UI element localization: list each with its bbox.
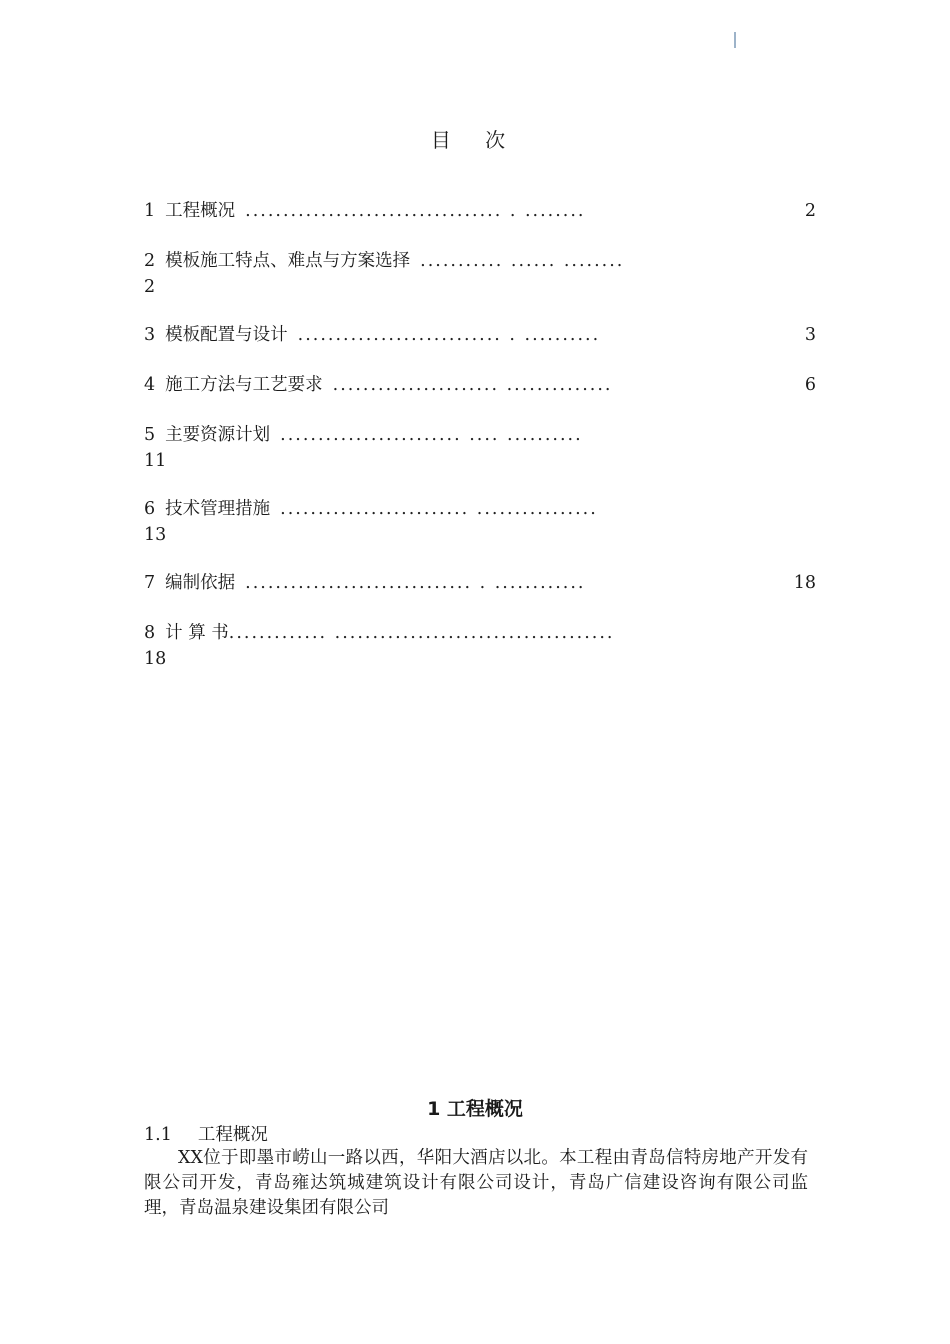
toc-entry-number: 4: [144, 375, 156, 395]
toc-entry-2[interactable]: [144, 248, 816, 300]
toc-entry-6[interactable]: [144, 496, 816, 548]
toc-entry-page: 18: [144, 649, 167, 669]
toc-entry-8[interactable]: [144, 620, 816, 672]
toc-entry-label: 主要资源计划: [165, 425, 271, 445]
section-heading: 1 工程概况: [427, 1098, 523, 1120]
toc-entry-page: 2: [144, 277, 156, 297]
toc-entry-leader: ........................... . ..........: [297, 325, 601, 345]
toc-entry-page: 3: [804, 325, 816, 345]
subsection-heading: [144, 1121, 268, 1146]
toc-entry-label: 编制依据: [165, 573, 236, 593]
toc-entry-number: 5: [144, 425, 156, 445]
toc-entry-leader: .............................. . ............: [245, 573, 586, 593]
toc-entry-number: 3: [144, 325, 156, 345]
toc-entry-leader: ......................... ................: [280, 499, 598, 519]
toc-entry-page: 6: [804, 375, 816, 395]
toc-entry-4[interactable]: [144, 372, 816, 398]
toc-entry-number: 2: [144, 251, 156, 271]
toc-entry-page: 11: [144, 451, 167, 471]
toc-entry-5[interactable]: [144, 422, 816, 474]
toc-entry-label: 计 算 书: [165, 623, 229, 643]
toc-entry-page: 18: [793, 573, 816, 593]
toc-entry-label: 工程概况: [165, 201, 236, 221]
toc-entry-leader: ........... ...... ........: [420, 251, 625, 271]
body-paragraph: XX位于即墨市崂山一路以西，华阳大酒店以北。本工程由青岛信特房地产开发有限公司开发，青岛雍达筑城建筑设计有限公司设计，青岛广信建设咨询有限公司监理，青岛温泉建设集团有限公司: [144, 1148, 808, 1218]
toc-entry-number: 6: [144, 499, 156, 519]
toc-entry-leader: ........................ .... ..........: [280, 425, 583, 445]
toc-title: 目 次: [430, 128, 520, 152]
toc-entry-label: 模板配置与设计: [165, 325, 288, 345]
toc-entry-page: 2: [804, 201, 816, 221]
subsection-title: 工程概况: [197, 1125, 268, 1145]
toc-entry-label: 施工方法与工艺要求: [165, 375, 323, 395]
toc-entry-label: 技术管理措施: [165, 499, 271, 519]
toc-entry-1[interactable]: [144, 198, 816, 224]
corner-mark: [734, 32, 736, 48]
toc-entry-leader: .................................. . ........: [245, 201, 586, 221]
toc-entry-7[interactable]: [144, 570, 816, 596]
subsection-number: 1.1: [144, 1125, 172, 1145]
toc-entry-leader: ...................... ..............: [332, 375, 613, 395]
toc-entry-number: 8: [144, 623, 156, 643]
toc-entry-leader: ............. .....................................: [228, 623, 615, 643]
toc-entry-label: 模板施工特点、难点与方案选择: [165, 251, 411, 271]
toc-entry-number: 7: [144, 573, 156, 593]
toc-entry-number: 1: [144, 201, 156, 221]
toc-entry-3[interactable]: [144, 322, 816, 348]
toc-entry-page: 13: [144, 525, 167, 545]
